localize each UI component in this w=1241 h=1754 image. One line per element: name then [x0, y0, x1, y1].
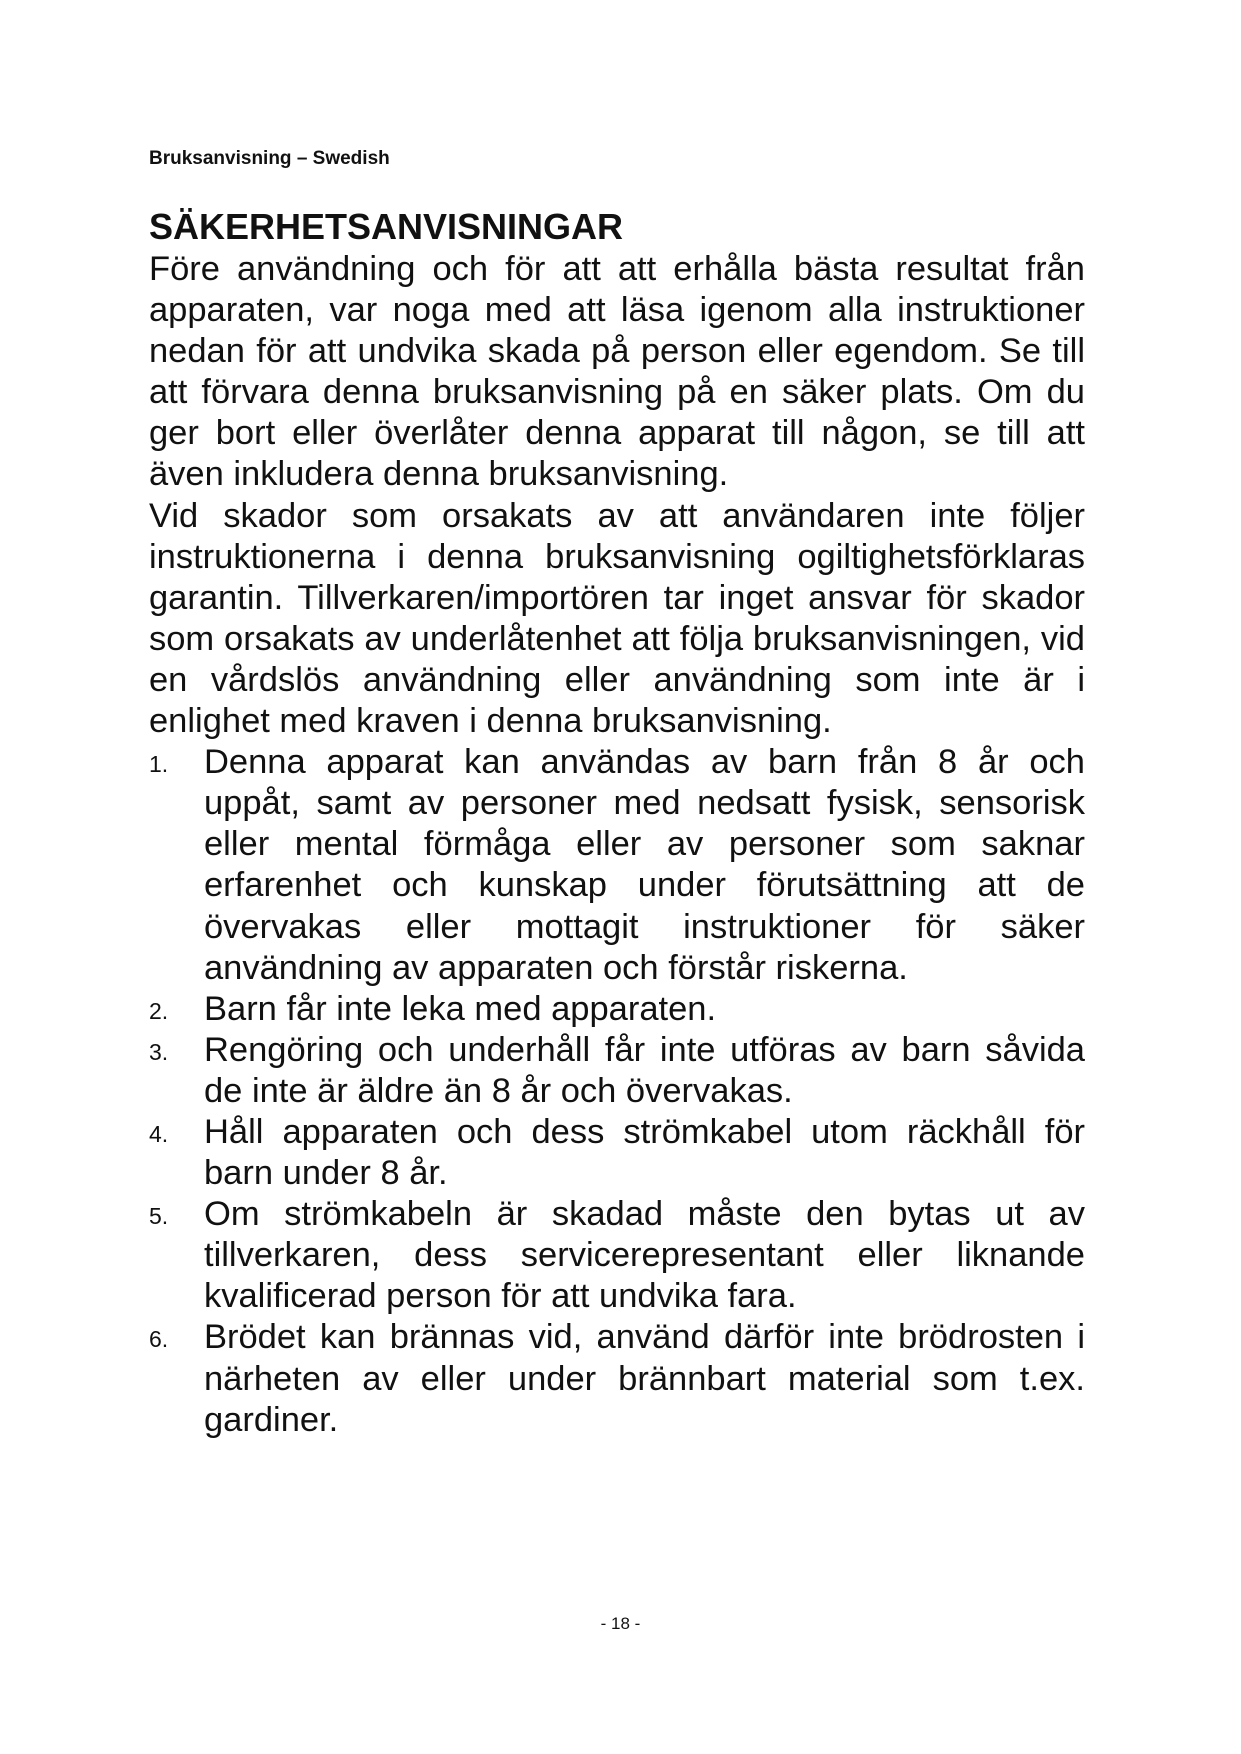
safety-list-item: [149, 1317, 1085, 1440]
list-item-number: 4.: [149, 1120, 169, 1147]
list-item-text: Om strömkabeln är skadad måste den bytas ut av tillverkaren, dess servicerepresentant eller liknande kvalificerad person för att undvika fara.: [204, 1195, 1085, 1316]
safety-list-item: [149, 1194, 1085, 1317]
safety-list-item: [149, 1030, 1085, 1112]
list-item-number: 1.: [149, 751, 169, 778]
list-item-text: Brödet kan brännas vid, använd därför inte brödrosten i närheten av eller under brännbart material som t.ex. gardiner.: [204, 1318, 1085, 1439]
list-item-text: Denna apparat kan användas av barn från 8 år och uppåt, samt av personer med nedsatt fysisk, sensorisk eller mental förmåga eller av personer som saknar erfarenhet och kunskap under förutsättning att de övervakas eller mottagit instruktioner för säker användning av apparaten och förstår riskerna.: [204, 743, 1085, 987]
document-header-label: Bruksanvisning – Swedish: [149, 148, 390, 169]
list-item-number: 5.: [149, 1203, 169, 1230]
list-item-number: 6.: [149, 1326, 169, 1353]
section-title: SÄKERHETSANVISNINGAR: [149, 206, 624, 247]
safety-list-item: [149, 742, 1085, 989]
list-item-number: 2.: [149, 997, 169, 1024]
safety-list: [149, 742, 1085, 1441]
list-item-number: 3.: [149, 1038, 169, 1065]
warranty-paragraph: Vid skador som orsakats av att användaren inte följer instruktionerna i denna bruksanvisning ogiltighetsförklaras garantin. Tillverkaren/importören tar inget ansvar för skador som orsakats av underlåtenhet att följa bruksanvisningen, vid en vårdslös användning eller användning som inte är i enlighet med kraven i denna bruksanvisning.: [149, 496, 1085, 741]
list-item-text: Rengöring och underhåll får inte utföras av barn såvida de inte är äldre än 8 år och övervakas.: [204, 1030, 1085, 1110]
list-item-text: Håll apparaten och dess strömkabel utom räckhåll för barn under 8 år.: [204, 1112, 1085, 1193]
safety-content: [149, 249, 1085, 1441]
safety-list-item: [149, 989, 1085, 1030]
intro-paragraph: Före användning och för att att erhålla bästa resultat från apparaten, var noga med att läsa igenom alla instruktioner nedan för att undvika skada på person eller egendom. Se till att förvara denna bruksanvisning på en säker plats. Om du ger bort eller överlåter denna apparat till någon, se till att även inkludera denna bruksanvisning.: [149, 250, 1085, 494]
page-number: - 18 -: [600, 1614, 641, 1633]
list-item-text: Barn får inte leka med apparaten.: [204, 989, 717, 1028]
safety-list-item: [149, 1112, 1085, 1194]
